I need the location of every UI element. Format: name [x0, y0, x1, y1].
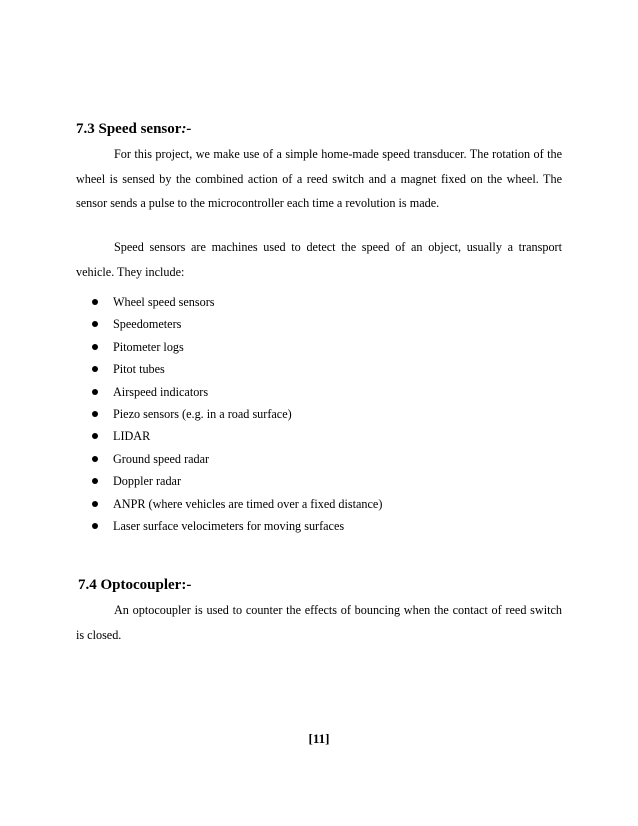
bullet-icon [92, 501, 98, 507]
section-7-3-paragraph-1 [76, 142, 562, 216]
list-item-text: ANPR (where vehicles are timed over a fixed distance) [113, 496, 383, 511]
list-item-text: Pitometer logs [113, 339, 184, 354]
list-item [92, 515, 382, 537]
bullet-icon [92, 456, 98, 462]
list-item [92, 336, 382, 358]
list-item-text: LIDAR [113, 429, 151, 444]
section-7-3-paragraph-2 [76, 235, 562, 284]
list-item [92, 403, 382, 425]
bullet-icon [92, 478, 98, 484]
page-number: [11] [308, 731, 330, 746]
bullet-icon [92, 389, 98, 395]
list-item [92, 448, 382, 470]
section-7-3-heading-text: 7.3 Speed sensor [76, 121, 182, 137]
list-item [92, 381, 382, 403]
section-7-3-heading [76, 120, 191, 138]
list-item [92, 358, 382, 380]
bullet-icon [92, 344, 98, 350]
list-item-text: Piezo sensors (e.g. in a road surface) [113, 406, 292, 421]
bullet-icon [92, 433, 98, 439]
list-item-text: Pitot tubes [113, 362, 165, 377]
bullet-icon [92, 366, 98, 372]
section-7-4-paragraph-1-text: An optocoupler is used to counter the effects of bouncing when the contact of reed switch is closed. [76, 603, 562, 642]
list-item-text: Doppler radar [113, 474, 182, 489]
section-7-3-paragraph-1-text: For this project, we make use of a simple home-made speed transducer. The rotation of the wheel is sensed by the combined action of a reed switch and a magnet fixed on the wheel. The sensor sends a pulse to the microcontroller each time a revolution is made. [76, 147, 562, 210]
list-item-text: Ground speed radar [113, 451, 210, 466]
bullet-icon [92, 299, 98, 305]
section-7-4-paragraph-1 [76, 598, 562, 647]
section-7-3-heading-suffix: :- [181, 121, 192, 137]
list-item [92, 291, 382, 313]
list-item [92, 425, 382, 447]
list-item [92, 493, 382, 515]
bullet-icon [92, 321, 98, 327]
list-item-text: Wheel speed sensors [113, 295, 215, 309]
list-item [92, 470, 382, 492]
bullet-icon [92, 411, 98, 417]
speed-sensor-list [92, 291, 382, 537]
list-item-text: Speedometers [113, 317, 182, 332]
section-7-3-paragraph-2-text: Speed sensors are machines used to detect the speed of an object, usually a transport vehicle. They include: [76, 240, 562, 279]
list-item-text: Laser surface velocimeters for moving surfaces [113, 518, 345, 533]
bullet-icon [92, 523, 98, 529]
list-item [92, 313, 382, 335]
list-item-text: Airspeed indicators [113, 384, 209, 399]
section-7-4-heading: 7.4 Optocoupler:- [78, 577, 192, 593]
